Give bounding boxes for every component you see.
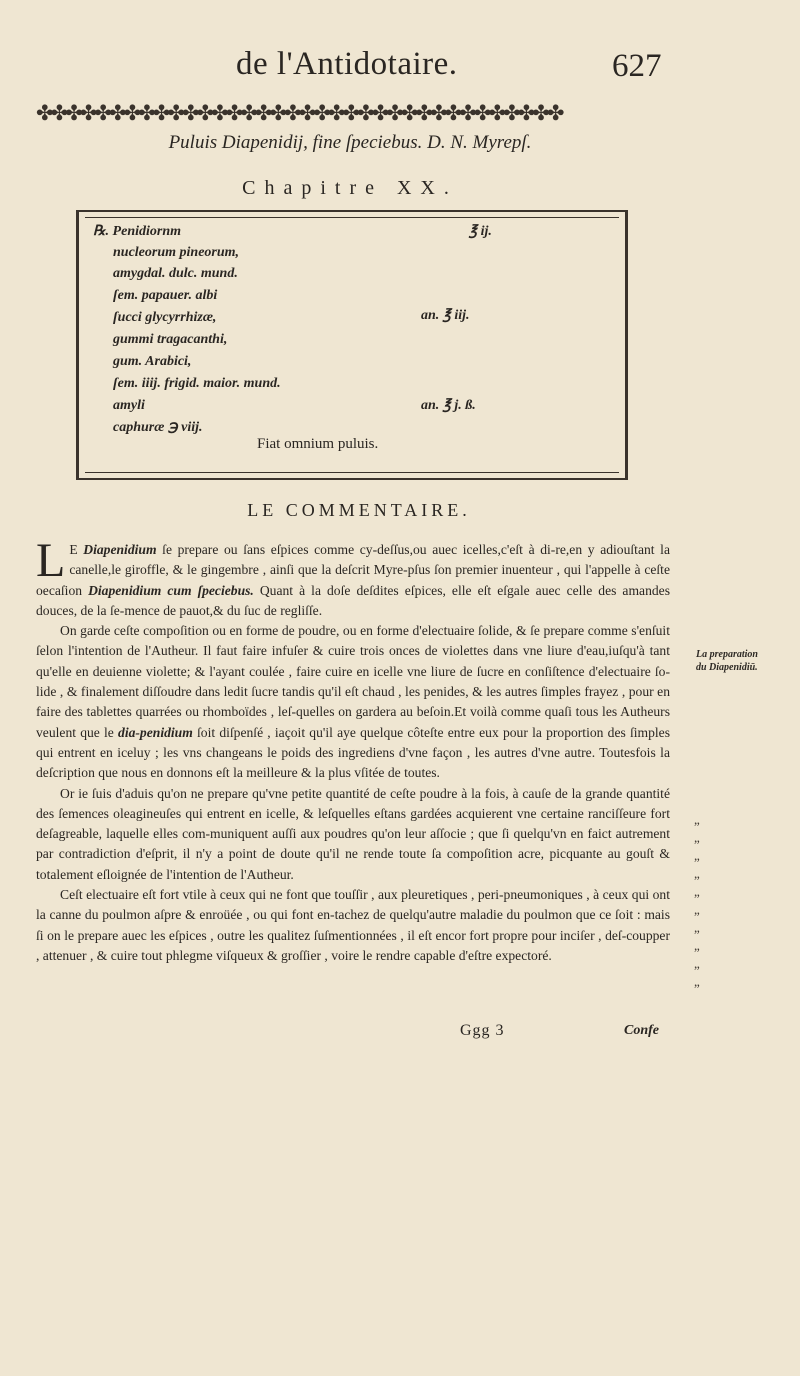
recipe-box xyxy=(76,210,628,480)
text-run: E xyxy=(69,542,84,557)
quote-mark: ” xyxy=(694,945,700,960)
quote-mark: ” xyxy=(694,819,700,834)
ingredient-line: nucleorum pineorum, xyxy=(113,245,240,260)
ingredient-line: ſem. iiij. frigid. maior. mund. xyxy=(113,376,281,391)
quote-mark: ” xyxy=(694,873,700,888)
quantity: an. ℥ iij. xyxy=(421,308,470,323)
text-run: Diapenidium cum ſpeciebus. xyxy=(88,582,254,598)
text-run: Quant à la doſe deſdites eſpices, elle eſt eſgale auec celle des amandes douces, de la ſe-mence de pauot,& du ſuc de regliſſe. xyxy=(36,582,670,618)
running-title: de l'Antidotaire. xyxy=(236,46,458,82)
catchword: Confe xyxy=(624,1023,659,1038)
signature-mark: Ggg 3 xyxy=(460,1022,505,1039)
text-run: ſe prepare ou ſans eſpices comme cy-deſſus,ou auec icelles,c'eſt à di-re,en y adiouſtant la canelle,le giroffle, & le gingembre , ainſi que la deſcrit Myre-pſus ſon premier inuenteur , qui l'appelle à ceſte oecaſion xyxy=(36,542,670,598)
page-footer xyxy=(0,1022,800,1046)
quote-mark: ” xyxy=(694,855,700,870)
paragraph: Or ie ſuis d'aduis qu'on ne prepare qu'vne petite quantité de ceſte poudre à la fois, à cauſe de la grande quantité des ſemences oleagineuſes qui entrent en icelle, & leſquelles eſtans gardées acquierent vne certaine ranciſſeure fort deſagreable, laquelle elles com-muniquent auſſi aux poudres qu'on leur aſſocie ; que ſi quelqu'vn en faict autrement par contradiction d'eſprit, il n'y a point de doute qu'il ne rende toute ſa compoſition acre, picquante au gouſt & totalement eſloignée de l'intention de l'Autheur. xyxy=(36,785,670,882)
paragraph xyxy=(36,534,670,621)
ingredient-line: ſem. papauer. albi xyxy=(113,288,218,303)
recipe-closing: Fiat omnium puluis. xyxy=(257,436,379,452)
quantity: ℥ ij. xyxy=(469,224,492,239)
commentary-heading: LE COMMENTAIRE. xyxy=(247,500,471,520)
quote-mark: ” xyxy=(694,963,700,978)
ingredient-line: gummi tragacanthi, xyxy=(113,332,228,347)
chapter-heading: Chapitre XX. xyxy=(242,177,458,199)
recipe-title: Puluis Diapenidij, fine ſpeciebus. D. N. Myrepſ. xyxy=(168,132,532,153)
quote-mark: ” xyxy=(694,981,700,996)
ingredient-line: amyli xyxy=(113,398,145,413)
marginal-note xyxy=(696,648,796,674)
ingredient-line: amygdal. dulc. mund. xyxy=(113,266,238,281)
quote-mark: ” xyxy=(694,837,700,852)
paragraph xyxy=(36,621,670,783)
marginal-note-line: La preparation xyxy=(696,649,758,660)
quote-mark: ” xyxy=(694,891,700,906)
text-run: ſoit diſpenſé , iaçoit qu'il aye quelque côteſte entre eux pour la proportion des ſimples qui entrent en iceluy ; les vns changeans le poids des ingrediens d'vne façon , les autres d'vne autre. Toutesfois la deſcription que nous en donnons eſt la meilleure & la plus vſitée de toutes. xyxy=(36,724,670,781)
page-header xyxy=(0,46,800,96)
quotation-marks xyxy=(694,818,714,998)
ingredient-line: gum. Arabici, xyxy=(113,354,192,369)
paragraph: Ceſt electuaire eſt fort vtile à ceux qui ne font que touſſir , aux pleuretiques , peri-pneumoniques , à ceux qui ont la canne du poulmon aſpre & enroüée , ou qui font en-tachez de quelqu'autre maladie du poulmon que ce ſoit : mais ſi on le prepare auec les eſpices , outre les qualitez ſuſmentionnées , il eſt encor fort propre pour inciſer , deſ-coupper , attenuer , & cuire tout phlegme viſqueux & groſſier , voire le rendre capable d'eſtre expectoré. xyxy=(36,887,670,963)
text-run: dia-penidium xyxy=(118,724,193,740)
page-number: 627 xyxy=(612,48,662,84)
marginal-note-line: du Diapenidiū. xyxy=(696,662,758,673)
ornament-band: ✤✤✤✤✤✤✤✤✤✤✤✤✤✤✤✤✤✤✤✤✤✤✤✤✤✤✤✤✤✤✤✤✤✤✤✤ xyxy=(36,101,562,125)
text-run: Diapenidium xyxy=(83,542,157,557)
commentary-body xyxy=(36,534,670,966)
text-run: On garde ceſte compoſition ou en forme de poudre, ou en forme d'electuaire ſolide, & ſe prepare comme s'enſuit ſelon l'intention de l'Autheur. Il faut faire infuſer & cuire trois onces de violettes dans vne liure d'eau,iuſqu'à tant qu'elle en deuienne violette; & l'ayant coulée , faire cuire en icelle vne liure de ſucre en conſiſtence d'electuaire ſo-lide , & finalement diſſoudre dans ledit ſucre tandis qu'il eſt chaud , les penides, & les autres ſimples frayez , pour en faire des tablettes quarrées ou rhomboïdes , leſ-quelles on gardera au beſoin.Et voilà comme quaſi tous les Autheurs veulent que le xyxy=(36,623,670,740)
quantity: an. ℥ j. ß. xyxy=(421,398,476,413)
quote-mark: ” xyxy=(694,927,700,942)
ingredient-line: ſucci glycyrrhizæ, xyxy=(113,310,217,325)
ingredient-line: caphuræ ℈ viij. xyxy=(113,420,203,435)
drop-cap: L xyxy=(36,534,66,587)
ingredient-line: ℞. Penidiornm xyxy=(93,224,182,239)
quote-mark: ” xyxy=(694,909,700,924)
